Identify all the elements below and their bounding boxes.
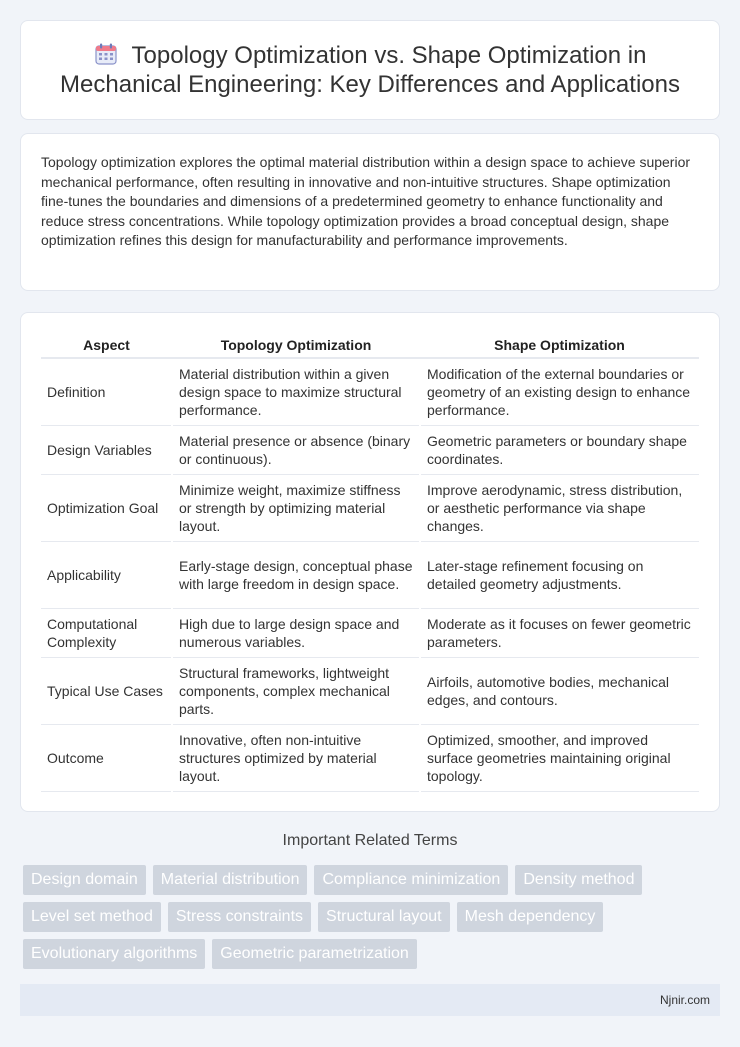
related-term-tag[interactable]: Geometric parametrization xyxy=(212,939,417,969)
table-cell: Outcome xyxy=(41,724,172,791)
table-row xyxy=(41,541,699,608)
table-cell: Later-stage refinement focusing on detailed geometry adjustments. xyxy=(420,541,699,608)
page-title-text: Topology Optimization vs. Shape Optimization in Mechanical Engineering: Key Differences and Applications xyxy=(60,42,680,98)
table-cell: Typical Use Cases xyxy=(41,657,172,724)
table-cell: Material presence or absence (binary or continuous). xyxy=(172,425,420,474)
related-term-tag[interactable]: Design domain xyxy=(23,865,146,895)
related-term-tag[interactable]: Material distribution xyxy=(153,865,308,895)
intro-paragraph: Topology optimization explores the optimal material distribution within a design space to achieve superior mechanical performance, often resulting in innovative and non-intuitive structures. Shape optimization fine-tunes the boundaries and dimensions of a predetermined geometry to enhance functionality and reduce stress concentrations. While topology optimization provides a broad conceptual design, shape optimization refines this design for manufacturability and performance improvements. xyxy=(41,154,691,249)
related-term-tag[interactable]: Compliance minimization xyxy=(314,865,508,895)
table-row xyxy=(41,657,699,724)
related-term-tag[interactable]: Structural layout xyxy=(318,902,450,932)
footer xyxy=(20,984,720,1016)
table-cell: Structural frameworks, lightweight components, complex mechanical parts. xyxy=(172,657,420,724)
related-term-tag[interactable]: Mesh dependency xyxy=(457,902,604,932)
table-row xyxy=(41,608,699,657)
related-term-tag[interactable]: Stress constraints xyxy=(168,902,311,932)
title-card xyxy=(20,20,720,120)
related-term-tag[interactable]: Density method xyxy=(515,865,642,895)
table-cell: Airfoils, automotive bodies, mechanical edges, and contours. xyxy=(420,657,699,724)
comparison-table xyxy=(41,332,699,792)
table-row xyxy=(41,474,699,541)
table-row xyxy=(41,358,699,425)
table-row xyxy=(41,425,699,474)
table-cell: Design Variables xyxy=(41,425,172,474)
related-term-tag[interactable]: Evolutionary algorithms xyxy=(23,939,205,969)
table-cell: Innovative, often non-intuitive structures optimized by material layout. xyxy=(172,724,420,791)
footer-site-link[interactable]: Njnir.com xyxy=(659,993,710,1007)
column-header: Shape Optimization xyxy=(420,332,699,358)
table-cell: Modification of the external boundaries or geometry of an existing design to enhance performance. xyxy=(420,358,699,425)
table-row xyxy=(41,724,699,791)
table-cell: Minimize weight, maximize stiffness or strength by optimizing material layout. xyxy=(172,474,420,541)
related-terms-list xyxy=(23,865,723,969)
table-cell: Improve aerodynamic, stress distribution, or aesthetic performance via shape changes. xyxy=(420,474,699,541)
table-cell: Computational Complexity xyxy=(41,608,172,657)
table-cell: Geometric parameters or boundary shape coordinates. xyxy=(420,425,699,474)
calendar-icon xyxy=(94,42,118,66)
related-terms-title: Important Related Terms xyxy=(282,832,458,849)
comparison-table-card xyxy=(20,312,720,812)
table-cell: High due to large design space and numerous variables. xyxy=(172,608,420,657)
table-cell: Optimized, smoother, and improved surface geometries maintaining original topology. xyxy=(420,724,699,791)
table-cell: Optimization Goal xyxy=(41,474,172,541)
table-cell: Moderate as it focuses on fewer geometric parameters. xyxy=(420,608,699,657)
page-title xyxy=(50,41,690,99)
table-cell: Early-stage design, conceptual phase with large freedom in design space. xyxy=(172,541,420,608)
column-header: Topology Optimization xyxy=(172,332,420,358)
table-header-row xyxy=(41,332,699,358)
column-header: Aspect xyxy=(41,332,172,358)
intro-card xyxy=(20,133,720,291)
related-term-tag[interactable]: Level set method xyxy=(23,902,161,932)
table-cell: Definition xyxy=(41,358,172,425)
table-cell: Applicability xyxy=(41,541,172,608)
table-cell: Material distribution within a given design space to maximize structural performance. xyxy=(172,358,420,425)
